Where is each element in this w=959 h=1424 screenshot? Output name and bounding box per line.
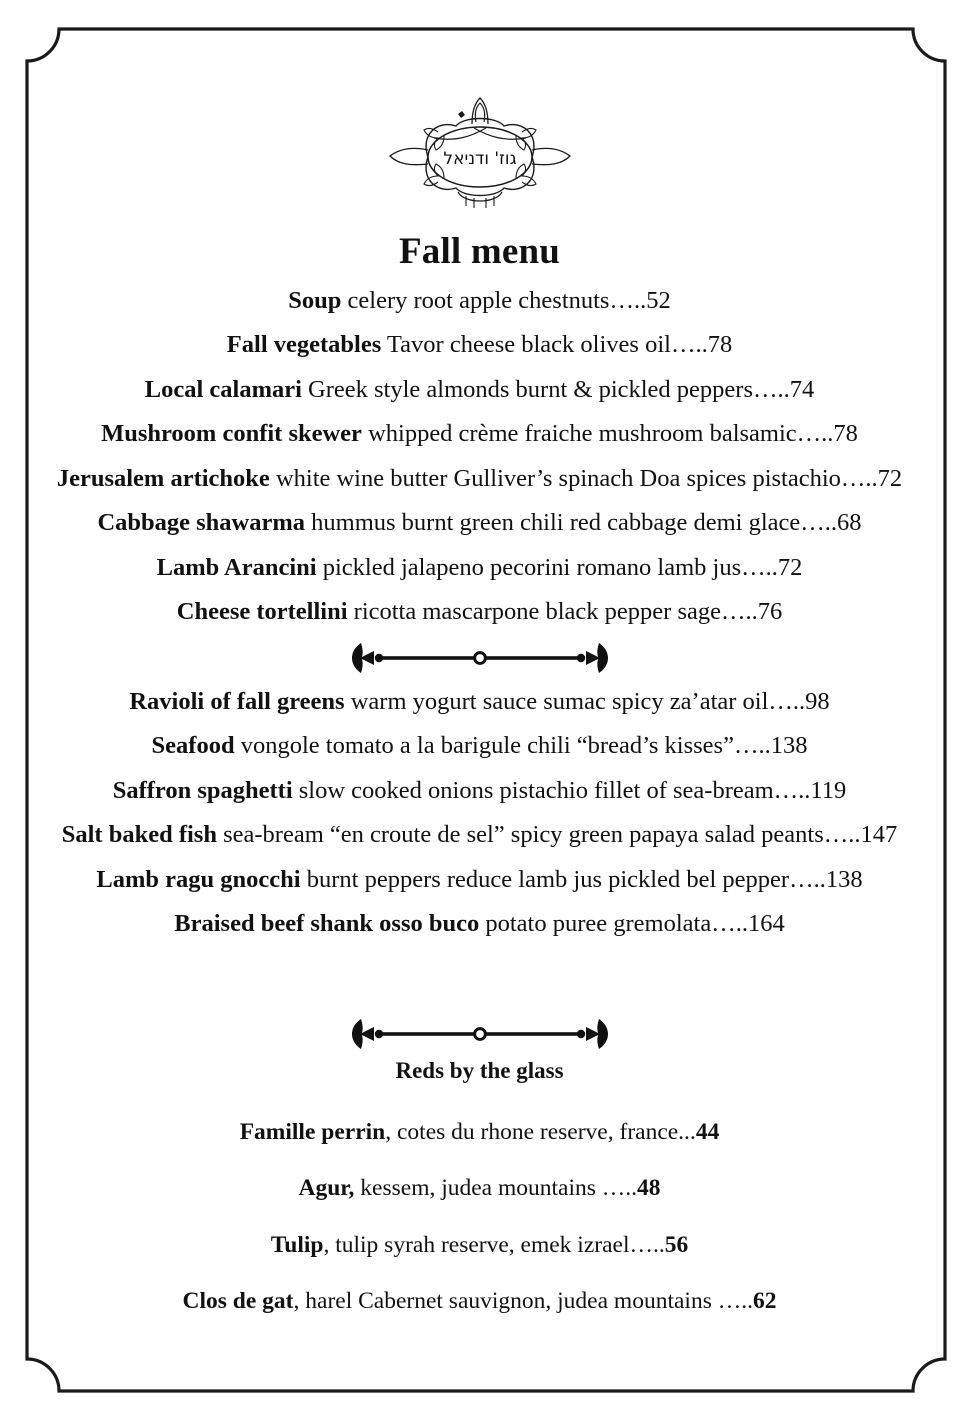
menu-item <box>0 600 959 625</box>
menu-item-name: Jerusalem artichoke <box>56 464 270 492</box>
ornamental-divider-icon <box>330 1019 630 1049</box>
mains-list <box>0 687 959 938</box>
wine-item-description: , tulip syrah reserve, emek izrael….. <box>323 1231 665 1258</box>
crest-hebrew-text: גוז' ודניאל <box>442 149 517 169</box>
menu-item-name: Lamb ragu gnocchi <box>96 865 301 893</box>
menu-item <box>0 553 959 581</box>
menu-item-description: potato puree gremolata…..164 <box>479 910 785 938</box>
menu-item <box>0 511 959 536</box>
wine-item-price: 62 <box>752 1288 777 1315</box>
menu-item <box>0 865 959 893</box>
menu-item-description: sea-bream “en croute de sel” spicy green papaya salad peants…..147 <box>216 821 898 849</box>
menu-item <box>0 333 959 358</box>
menu-item <box>0 422 959 447</box>
crest-graphic <box>380 92 580 212</box>
wine-item-price: 44 <box>695 1118 720 1145</box>
wine-item <box>0 1177 959 1201</box>
menu-item-name: Salt baked fish <box>61 821 217 849</box>
menu-item-description: hummus burnt green chili red cabbage demi glace…..68 <box>305 509 862 537</box>
wine-list <box>0 1118 959 1315</box>
menu-item <box>0 912 959 937</box>
menu-item-name: Ravioli of fall greens <box>129 687 345 715</box>
wine-item-description: , cotes du rhone reserve, france... <box>385 1118 696 1145</box>
menu-item-description: slow cooked onions pistachio fillet of sea-bream…..119 <box>292 776 847 804</box>
menu-item-description: warm yogurt sauce sumac spicy za’atar oil…..98 <box>344 687 830 715</box>
menu-item-description: Tavor cheese black olives oil…..78 <box>381 331 733 359</box>
wine-item <box>0 1118 959 1145</box>
wine-item-name: Famille perrin <box>239 1118 386 1145</box>
menu-item-description: white wine butter Gulliver’s spinach Doa spices pistachio…..72 <box>269 464 903 492</box>
menu-item-description: ricotta mascarpone black pepper sage…..76 <box>347 598 783 626</box>
wine-item-description: , harel Cabernet sauvignon, judea mountains ….. <box>293 1288 753 1315</box>
wine-item <box>0 1290 959 1314</box>
menu-item-name: Cheese tortellini <box>176 598 348 626</box>
divider-graphic <box>330 1019 630 1049</box>
menu-item <box>0 734 959 759</box>
menu-item <box>0 375 959 403</box>
wine-section-heading: Reds by the glass <box>395 1057 564 1083</box>
menu-item-description: pickled jalapeno pecorini romano lamb jus…..72 <box>316 553 803 581</box>
restaurant-crest-logo <box>380 0 580 212</box>
menu-item-name: Local calamari <box>144 375 302 403</box>
menu-title: Fall menu <box>398 231 561 272</box>
wine-item-price: 48 <box>637 1175 661 1202</box>
menu-item-description: vongole tomato a la barigule chili “bread’s kisses”…..138 <box>234 732 808 760</box>
menu-item-name: Cabbage shawarma <box>97 509 306 537</box>
menu-item <box>0 823 959 848</box>
wine-item-price: 56 <box>664 1231 689 1258</box>
menu-item-description: Greek style almonds burnt & pickled peppers…..74 <box>301 375 815 403</box>
appetizer-list <box>0 286 959 626</box>
ornamental-divider-icon <box>330 643 630 673</box>
menu-item-name: Fall vegetables <box>226 331 382 359</box>
wine-item-description: kessem, judea mountains ….. <box>354 1175 638 1202</box>
menu-item-description: whipped crème fraiche mushroom balsamic…..78 <box>361 420 858 448</box>
menu-item <box>0 687 959 715</box>
menu-item-name: Soup <box>288 286 342 314</box>
menu-item-name: Mushroom confit skewer <box>101 420 362 448</box>
menu-item-name: Lamb Arancini <box>156 553 317 581</box>
divider-graphic <box>330 643 630 673</box>
menu-item-description: celery root apple chestnuts…..52 <box>341 286 671 314</box>
menu-item <box>0 776 959 804</box>
menu-item <box>0 286 959 314</box>
wine-item-name: Agur, <box>298 1175 355 1202</box>
wine-item <box>0 1231 959 1258</box>
wine-item-name: Clos de gat <box>182 1288 294 1315</box>
menu-item-name: Seafood <box>151 732 235 760</box>
wine-item-name: Tulip <box>270 1231 324 1258</box>
menu-item-name: Braised beef shank osso buco <box>174 910 480 938</box>
menu-item-description: burnt peppers reduce lamb jus pickled bel pepper…..138 <box>300 865 863 893</box>
menu-item-name: Saffron spaghetti <box>112 776 293 804</box>
menu-item <box>0 464 959 492</box>
